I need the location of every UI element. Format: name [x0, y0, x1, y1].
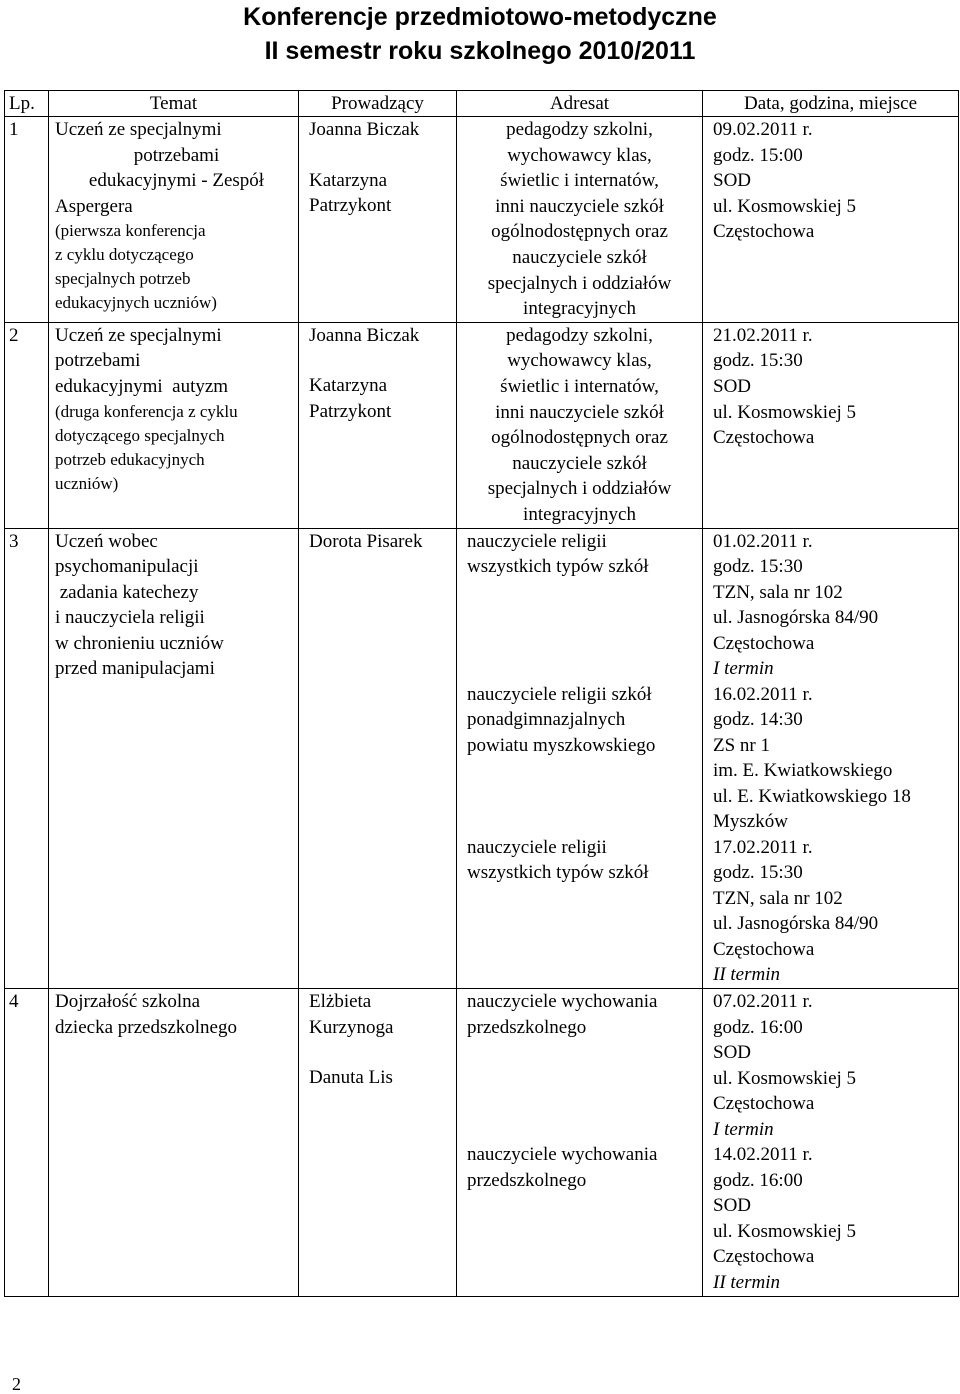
audience-line: przedszkolnego — [467, 1169, 587, 1191]
topic-line: potrzebami — [133, 144, 220, 166]
column-header-temat: Temat — [49, 91, 299, 117]
presenter-line: Katarzyna — [309, 375, 388, 397]
audience-line: specjalnych i oddziałów — [487, 478, 672, 500]
address-line: ul. E. Kwiatkowskiego 18 — [713, 785, 911, 807]
session-audience — [467, 1142, 702, 1193]
audience-line: pedagodzy szkolni, — [506, 119, 653, 140]
term-label: I termin — [713, 1119, 774, 1141]
date-line: 01.02.2011 r. — [713, 530, 813, 552]
address-line: ul. Kosmowskiej 5 — [713, 1220, 857, 1242]
session-date — [713, 529, 958, 682]
time-line: godz. 15:30 — [713, 862, 803, 884]
topic-line: psychomanipulacji — [55, 556, 199, 578]
topic-note-line: (druga konferencja z cyklu — [55, 401, 238, 421]
topic-line: przed manipulacjami — [55, 658, 215, 680]
audience-line: inni nauczyciele szkół — [495, 195, 664, 217]
topic-cell — [49, 989, 299, 1297]
topic-line: Uczeń ze specjalnymi — [55, 119, 222, 140]
audience-line: pedagodzy szkolni, — [506, 324, 653, 346]
audience-line: przedszkolnego — [467, 1016, 587, 1038]
session-audience — [467, 682, 702, 835]
column-header-adresat: Adresat — [457, 91, 703, 117]
presenter-line: Joanna Biczak — [309, 119, 420, 140]
address-line: ul. Jasnogórska 84/90 — [713, 913, 879, 935]
address-line: ul. Kosmowskiej 5 — [713, 401, 857, 423]
audience-line: nauczyciele szkół — [512, 452, 647, 474]
time-line: godz. 14:30 — [713, 709, 803, 731]
city-line: Myszków — [713, 811, 788, 833]
audience-line: ponadgimnazjalnych — [467, 709, 626, 731]
topic-line: zadania katechezy — [55, 581, 199, 603]
topic-note-line: edukacyjnych uczniów) — [55, 293, 217, 313]
place-line: im. E. Kwiatkowskiego — [713, 760, 893, 782]
address-line: ul. Jasnogórska 84/90 — [713, 607, 879, 629]
audience-cell — [457, 528, 703, 989]
topic-note-line: uczniów) — [55, 473, 119, 493]
presenter-cell — [299, 322, 457, 528]
session-audience — [467, 529, 702, 682]
column-header-lp: Lp. — [5, 91, 49, 117]
city-line: Częstochowa — [713, 1093, 815, 1115]
address-line: ul. Kosmowskiej 5 — [713, 1067, 857, 1089]
page-number: 2 — [12, 1374, 21, 1394]
audience-cell — [457, 989, 703, 1297]
date-line: 07.02.2011 r. — [713, 991, 813, 1013]
presenter-cell — [299, 989, 457, 1297]
time-line: godz. 16:00 — [713, 1016, 803, 1038]
place-line: SOD — [713, 1042, 752, 1064]
presenter-line: Danuta Lis — [309, 1067, 393, 1089]
presenter-line: Patrzykont — [309, 400, 392, 422]
audience-line: nauczyciele szkół — [512, 246, 647, 268]
audience-line: ogólnodostępnych oraz — [491, 427, 668, 449]
presenter-line: Katarzyna — [309, 169, 388, 191]
time-line: godz. 15:30 — [713, 556, 803, 578]
audience-line: wychowawcy klas, — [507, 144, 652, 166]
date-line: 09.02.2011 r. — [713, 119, 813, 140]
topic-line: Uczeń ze specjalnymi — [55, 324, 222, 346]
row-number: 2 — [5, 322, 49, 528]
session-audience — [467, 989, 702, 1142]
topic-cell — [49, 117, 299, 323]
date-cell — [703, 322, 959, 528]
city-line: Częstochowa — [713, 221, 815, 243]
presenter-line: Elżbieta — [309, 991, 372, 1013]
session-audience — [467, 835, 702, 886]
audience-line: wszystkich typów szkół — [467, 862, 649, 884]
place-line: TZN, sala nr 102 — [713, 581, 843, 603]
table-header-row — [5, 91, 959, 117]
audience-line: wszystkich typów szkół — [467, 556, 649, 578]
audience-line: integracyjnych — [523, 503, 636, 525]
session-date — [713, 989, 958, 1142]
audience-line: specjalnych i oddziałów — [487, 272, 672, 294]
table-row — [5, 989, 959, 1297]
audience-line: nauczyciele religii — [467, 530, 607, 552]
topic-line: Dojrzałość szkolna — [55, 991, 201, 1013]
place-line: SOD — [713, 170, 752, 192]
audience-line: inni nauczyciele szkół — [495, 401, 664, 423]
city-line: Częstochowa — [713, 1246, 815, 1268]
date-line: 17.02.2011 r. — [713, 836, 813, 858]
place-line: SOD — [713, 375, 752, 397]
presenter-line: Kurzynoga — [309, 1016, 394, 1038]
city-line: Częstochowa — [713, 938, 815, 960]
topic-line: i nauczyciela religii — [55, 607, 205, 629]
date-line: 21.02.2011 r. — [713, 324, 813, 346]
topic-note-line: potrzeb edukacyjnych — [55, 449, 205, 469]
presenter-line: Patrzykont — [309, 195, 392, 217]
presenter-cell — [299, 528, 457, 989]
date-line: 16.02.2011 r. — [713, 683, 813, 705]
audience-line: świetlic i internatów, — [500, 170, 659, 192]
date-cell — [703, 117, 959, 323]
date-cell — [703, 528, 959, 989]
audience-line: nauczyciele wychowania — [467, 991, 658, 1013]
row-number: 3 — [5, 528, 49, 989]
topic-cell — [49, 528, 299, 989]
topic-note-line: z cyklu dotyczącego — [55, 245, 194, 265]
term-label: II termin — [713, 964, 781, 986]
date-line: 14.02.2011 r. — [713, 1144, 813, 1166]
topic-line: Aspergera — [55, 195, 133, 217]
audience-cell — [457, 322, 703, 528]
address-line: ul. Kosmowskiej 5 — [713, 195, 857, 217]
topic-note-line: (pierwsza konferencja — [55, 221, 206, 241]
audience-line: nauczyciele wychowania — [467, 1144, 658, 1166]
column-header-data: Data, godzina, miejsce — [703, 91, 959, 117]
topic-line: potrzebami — [55, 350, 141, 372]
table-row — [5, 117, 959, 323]
row-number: 4 — [5, 989, 49, 1297]
term-label: I termin — [713, 658, 774, 680]
audience-line: wychowawcy klas, — [507, 350, 652, 372]
audience-line: nauczyciele religii szkół — [467, 683, 652, 705]
date-cell — [703, 989, 959, 1297]
city-line: Częstochowa — [713, 427, 815, 449]
column-header-prowadzacy: Prowadzący — [299, 91, 457, 117]
topic-line: edukacyjnymi autyzm — [55, 375, 229, 397]
audience-line: ogólnodostępnych oraz — [491, 221, 668, 243]
presenter-line: Joanna Biczak — [309, 324, 420, 346]
place-line: SOD — [713, 1195, 752, 1217]
audience-line: świetlic i internatów, — [500, 375, 659, 397]
table-row — [5, 528, 959, 989]
topic-note-line: specjalnych potrzeb — [55, 269, 191, 289]
time-line: godz. 16:00 — [713, 1169, 803, 1191]
presenter-cell — [299, 117, 457, 323]
place-line: ZS nr 1 — [713, 734, 770, 756]
session-date — [713, 1142, 958, 1296]
row-number: 1 — [5, 117, 49, 323]
presenter-line: Dorota Pisarek — [309, 530, 423, 552]
time-line: godz. 15:00 — [713, 144, 803, 166]
term-label: II termin — [713, 1272, 781, 1294]
topic-line: edukacyjnymi - Zespół — [88, 170, 265, 192]
city-line: Częstochowa — [713, 632, 815, 654]
place-line: TZN, sala nr 102 — [713, 887, 843, 909]
audience-line: powiatu myszkowskiego — [467, 734, 656, 756]
topic-note-line: dotyczącego specjalnych — [55, 425, 225, 445]
time-line: godz. 15:30 — [713, 350, 803, 372]
document-title: Konferencje przedmiotowo-metodyczne — [243, 3, 717, 31]
audience-line: integracyjnych — [523, 298, 636, 320]
topic-line: Uczeń wobec — [55, 530, 158, 552]
document-subtitle: II semestr roku szkolnego 2010/2011 — [264, 37, 696, 65]
topic-line: w chronieniu uczniów — [55, 632, 224, 654]
topic-line: dziecka przedszkolnego — [55, 1016, 237, 1038]
table-row — [5, 322, 959, 528]
conference-table — [4, 90, 959, 1297]
session-date — [713, 835, 958, 989]
audience-cell — [457, 117, 703, 323]
topic-cell — [49, 322, 299, 528]
session-date — [713, 682, 958, 835]
audience-line: nauczyciele religii — [467, 836, 607, 858]
